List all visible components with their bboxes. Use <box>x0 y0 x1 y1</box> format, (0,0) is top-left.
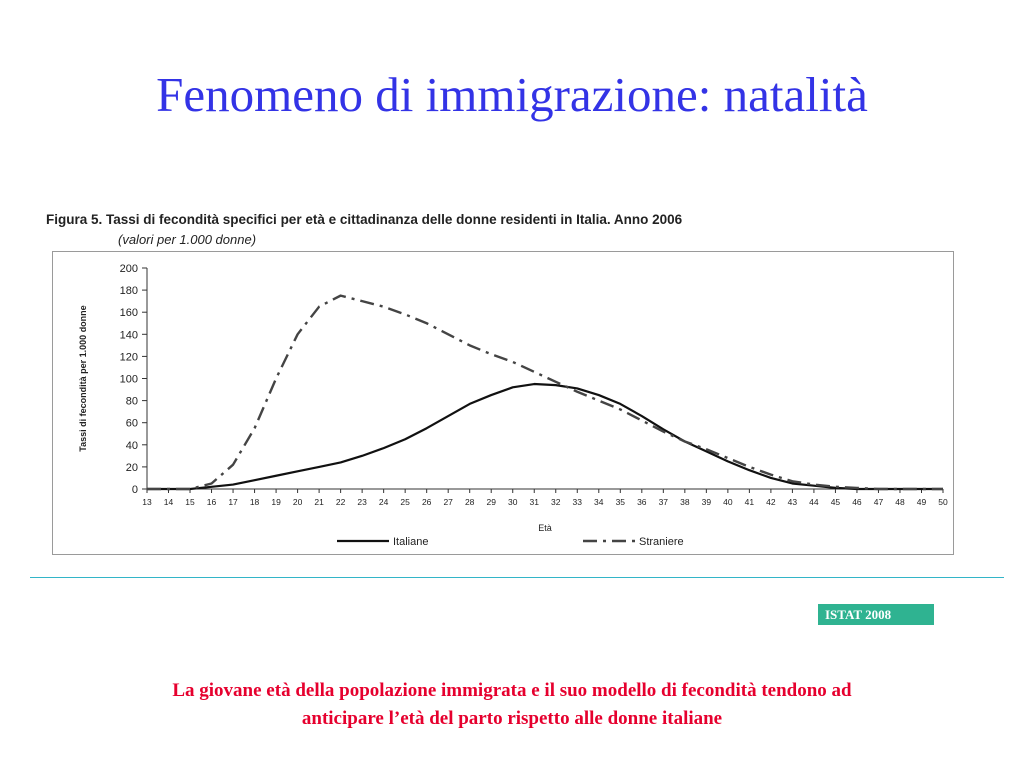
x-tick-label: 45 <box>830 497 841 507</box>
y-axis-label: Tassi di fecondità per 1.000 donne <box>78 305 88 452</box>
figure-caption: Figura 5. Tassi di fecondità specifici per età e cittadinanza delle donne residenti in Italia. Anno 2006 <box>46 212 683 227</box>
source-badge: ISTAT 2008 <box>818 604 934 625</box>
x-tick-label: 47 <box>873 497 884 507</box>
x-tick-label: 32 <box>551 497 561 507</box>
divider-line <box>30 577 1004 578</box>
x-tick-label: 46 <box>852 497 862 507</box>
x-tick-label: 43 <box>787 497 798 507</box>
x-tick-label: 49 <box>916 497 927 507</box>
x-tick-label: 20 <box>292 497 303 507</box>
legend-label-italiane: Italiane <box>393 536 429 548</box>
conclusion-note-line-2: anticipare l’età del parto rispetto alle donne italiane <box>301 708 723 729</box>
y-tick-label: 80 <box>125 395 138 408</box>
x-axis-label: Età <box>538 523 552 533</box>
x-tick-label: 26 <box>421 497 432 507</box>
series-line-straniere <box>147 296 943 489</box>
x-tick-label: 24 <box>378 497 389 507</box>
figure-subcaption: (valori per 1.000 donne) <box>118 232 257 247</box>
x-tick-label: 39 <box>701 497 712 507</box>
x-tick-label: 34 <box>594 497 604 507</box>
x-tick-label: 42 <box>766 497 776 507</box>
conclusion-note-line-1: La giovane età della popolazione immigrata e il suo modello di fecondità tendono ad <box>172 680 852 701</box>
x-tick-label: 23 <box>357 497 367 507</box>
chart-frame <box>52 251 954 555</box>
y-tick-label: 140 <box>119 329 138 342</box>
y-tick-label: 0 <box>131 484 138 496</box>
y-tick-label: 40 <box>125 439 138 452</box>
x-tick-label: 19 <box>271 497 281 507</box>
y-tick-label: 200 <box>119 263 138 275</box>
x-tick-label: 25 <box>400 497 410 507</box>
x-tick-label: 29 <box>486 497 496 507</box>
x-tick-label: 28 <box>464 497 475 507</box>
y-tick-label: 120 <box>119 351 138 364</box>
x-tick-label: 15 <box>185 497 195 507</box>
x-tick-label: 16 <box>206 497 217 507</box>
x-tick-label: 37 <box>658 497 669 507</box>
x-tick-label: 18 <box>249 497 260 507</box>
slide-title: Fenomeno di immigrazione: natalità <box>156 67 868 122</box>
x-tick-label: 14 <box>163 497 174 507</box>
y-tick-label: 60 <box>125 417 138 430</box>
y-tick-label: 100 <box>119 373 138 386</box>
x-tick-label: 27 <box>443 497 453 507</box>
legend-label-straniere: Straniere <box>639 536 684 548</box>
y-tick-label: 20 <box>125 461 138 474</box>
x-tick-label: 36 <box>637 497 647 507</box>
conclusion-note <box>0 677 1024 733</box>
x-tick-label: 22 <box>335 497 346 507</box>
x-tick-label: 17 <box>228 497 238 507</box>
x-tick-label: 41 <box>744 497 755 507</box>
x-tick-label: 33 <box>572 497 583 507</box>
x-tick-label: 30 <box>507 497 518 507</box>
y-tick-label: 180 <box>119 285 138 298</box>
x-tick-label: 38 <box>680 497 690 507</box>
x-tick-label: 21 <box>314 497 324 507</box>
x-tick-label: 13 <box>142 497 152 507</box>
y-tick-label: 160 <box>119 307 138 320</box>
x-tick-label: 50 <box>938 497 948 507</box>
x-tick-label: 35 <box>615 497 626 507</box>
x-tick-label: 40 <box>723 497 733 507</box>
x-tick-label: 44 <box>809 497 819 507</box>
x-tick-label: 31 <box>529 497 539 507</box>
fertility-chart <box>53 252 953 554</box>
x-tick-label: 48 <box>895 497 905 507</box>
